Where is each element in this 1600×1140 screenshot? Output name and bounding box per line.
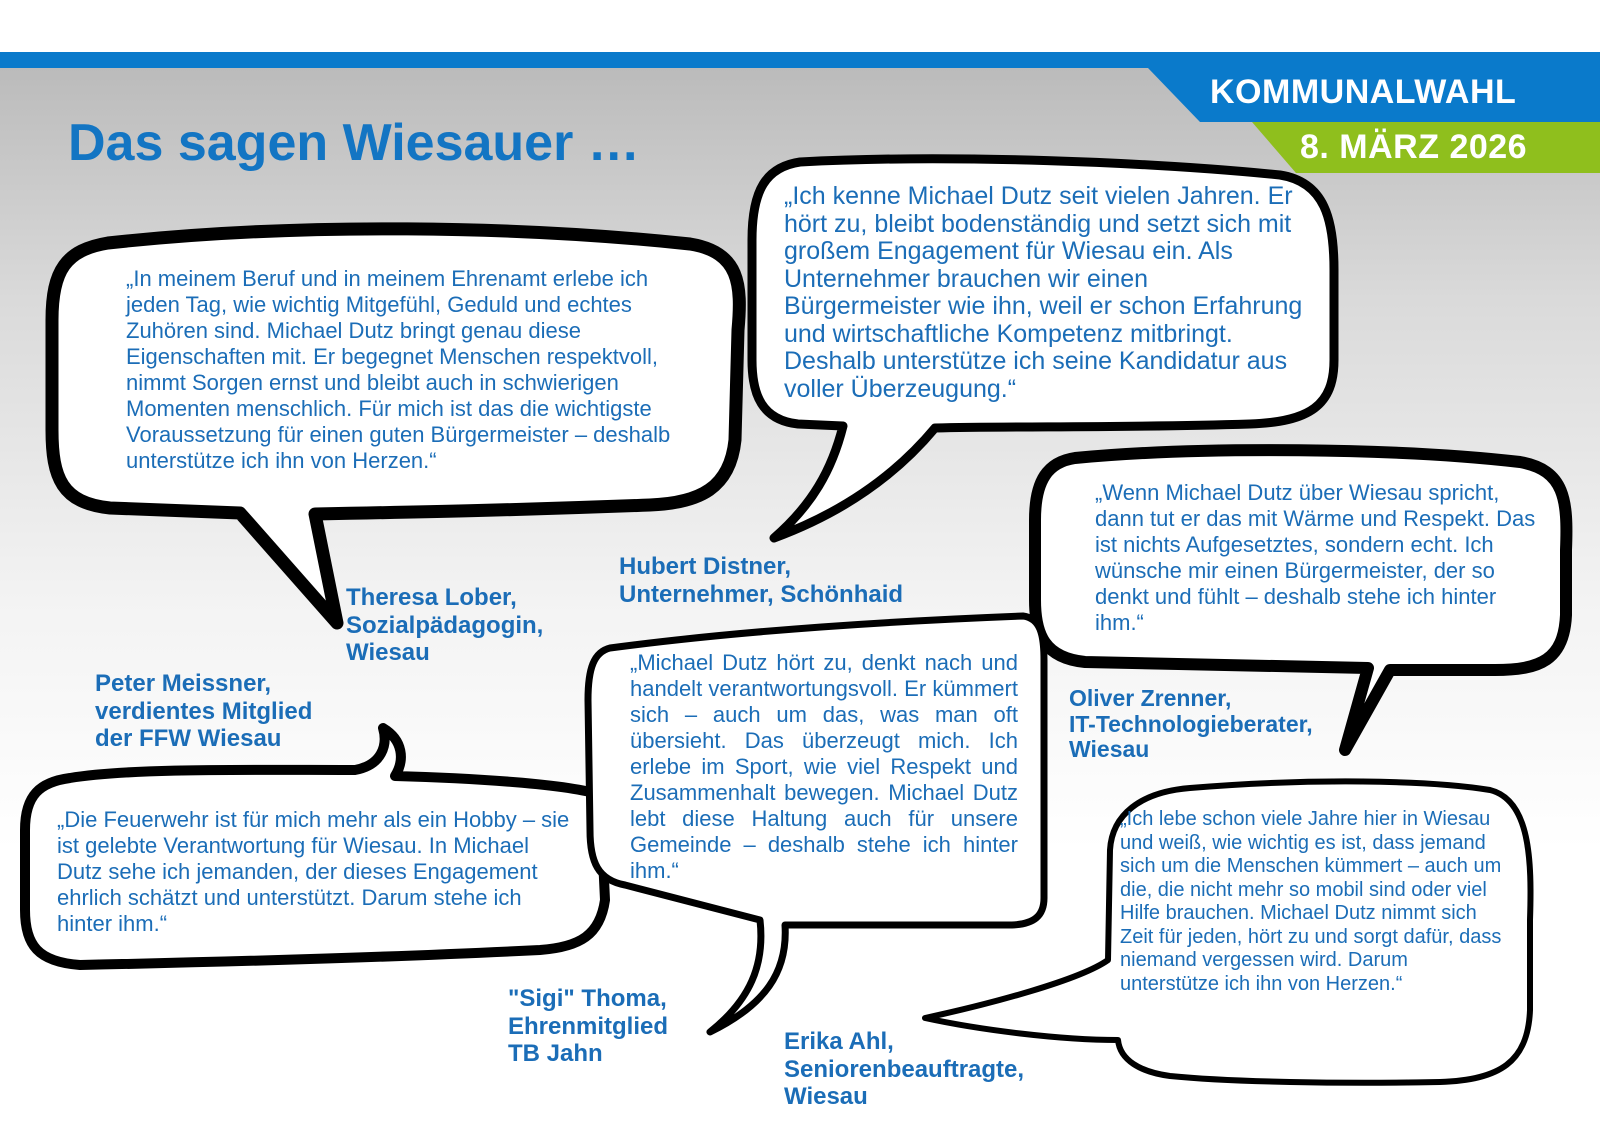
author-line: verdientes Mitglied bbox=[95, 697, 313, 725]
election-badge-label: KOMMUNALWAHL bbox=[1210, 73, 1517, 111]
testimonial-quote-2: „Ich kenne Michael Dutz seit vielen Jahren. Er hört zu, bleibt bodenständig und setzt sich mit großem Engagement für Wiesau ein. Als Unternehmer brauchen wir einen Bürgermeister wie ihn, weil er schon Erfahrung und wirtschaftliche Kompetenz mitbringt. Deshalb unterstütze ich seine Kandidatur aus voller Überzeugung.“ bbox=[784, 182, 1303, 403]
author-line: TB Jahn bbox=[508, 1040, 603, 1067]
author-line: Wiesau bbox=[784, 1083, 868, 1110]
author-line: Seniorenbeauftragte, bbox=[784, 1055, 1025, 1083]
testimonial-author-2 bbox=[619, 553, 903, 608]
testimonial-author-5 bbox=[508, 985, 668, 1068]
testimonial-author-3 bbox=[1069, 686, 1313, 763]
page-title: Das sagen Wiesauer … bbox=[68, 114, 640, 172]
author-line: Erika Ahl, bbox=[784, 1028, 894, 1055]
author-line: IT-Technologieberater, bbox=[1069, 710, 1313, 737]
author-line: der FFW Wiesau bbox=[95, 725, 282, 752]
author-line: Sozialpädagogin, bbox=[346, 611, 544, 639]
date-badge-label: 8. MÄRZ 2026 bbox=[1300, 128, 1528, 166]
author-line: "Sigi" Thoma, bbox=[508, 985, 667, 1012]
testimonial-quote-3: „Wenn Michael Dutz über Wiesau spricht, dann tut er das mit Wärme und Respekt. Das ist nichts Aufgesetztes, sondern echt. Ich wünsche mir einen Bürgermeister, der so denkt und fühlt – deshalb stehe ich hinter ihm.“ bbox=[1095, 480, 1536, 635]
testimonial-author-4 bbox=[95, 670, 312, 753]
author-line: Unternehmer, Schönhaid bbox=[619, 580, 904, 608]
author-line: Ehrenmitglied bbox=[508, 1012, 669, 1040]
testimonial-quote-5: „Michael Dutz hört zu, denkt nach und handelt verantwortungsvoll. Er kümmert sich – auch um das, was man oft übersieht. Das überzeugt mich. Ich erlebe im Sport, wie viel Respekt und Zusammenhalt bewegen. Michael Dutz lebt diese Haltung auch für unsere Gemeinde – deshalb stehe ich hinter ihm.“ bbox=[630, 650, 1018, 883]
testimonial-author-6 bbox=[784, 1028, 1024, 1111]
testimonial-quote-6: „Ich lebe schon viele Jahre hier in Wiesau und weiß, wie wichtig es ist, dass jemand sich um die Menschen kümmert – auch um die, die nicht mehr so mobil sind oder viel Hilfe brauchen. Michael Dutz nimmt sich Zeit für jeden, hört zu und sorgt dafür, dass niemand vergessen wird. Darum unterstütze ich ihn von Herzen.“ bbox=[1120, 808, 1502, 995]
author-line: Wiesau bbox=[1069, 736, 1150, 762]
testimonial-author-1 bbox=[346, 584, 543, 667]
author-line: Hubert Distner, bbox=[619, 553, 792, 580]
testimonial-quote-4: „Die Feuerwehr ist für mich mehr als ein Hobby – sie ist gelebte Verantwortung für Wiesau. In Michael Dutz sehe ich jemanden, der dieses Engagement ehrlich schätzt und unterstützt. Darum stehe ich hinter ihm.“ bbox=[57, 807, 570, 936]
author-line: Wiesau bbox=[346, 639, 430, 666]
author-line: Theresa Lober, bbox=[346, 584, 517, 611]
author-line: Oliver Zrenner, bbox=[1069, 685, 1232, 711]
testimonial-quote-1: „In meinem Beruf und in meinem Ehrenamt erlebe ich jeden Tag, wie wichtig Mitgefühl, Geduld und echtes Zuhören sind. Michael Dutz bringt genau diese Eigenschaften mit. Er begegnet Menschen respektvoll, nimmt Sorgen ernst und bleibt auch in schwierigen Momenten menschlich. Für mich ist das die wichtigste Voraussetzung für einen guten Bürgermeister – deshalb unterstütze ich ihn von Herzen.“ bbox=[126, 266, 671, 473]
author-line: Peter Meissner, bbox=[95, 670, 272, 697]
